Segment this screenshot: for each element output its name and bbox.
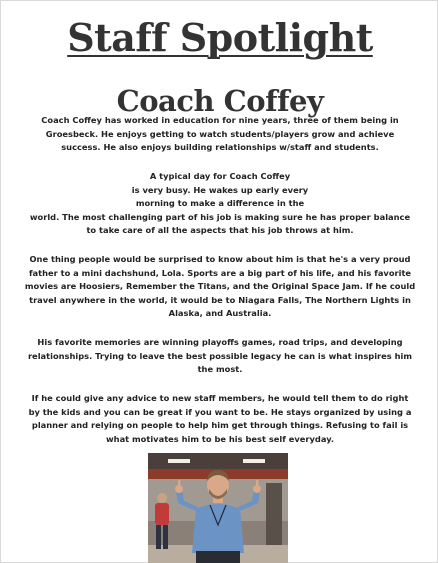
coach-photo-illustration <box>148 453 288 563</box>
text-line: If he could give any advice to new staff members, he would tell them to do right <box>31 393 409 403</box>
paragraph-fun-facts <box>13 253 427 321</box>
text-line: travel anywhere in the world, it would be to Niagara Falls, The Northern Lights in <box>29 294 411 305</box>
paragraph-advice <box>13 392 427 446</box>
text-line: morning to make a difference in the <box>135 198 305 208</box>
text-line: Alaska, and Australia. <box>168 308 272 318</box>
text-line: Groesbeck. He enjoys getting to watch students/players grow and achieve <box>45 128 395 139</box>
text-line: One thing people would be surprised to know about him is that he's a very proud <box>29 254 411 264</box>
text-line: is very busy. He wakes up early every <box>131 184 309 195</box>
paragraph-intro <box>13 114 427 155</box>
text-line: His favorite memories are winning playoffs games, road trips, and developing <box>37 337 403 347</box>
text-line: what motivates him to be his best self everyday. <box>106 433 334 444</box>
text-line: relationships. Trying to leave the best possible legacy he can is what inspires him <box>27 350 413 361</box>
text-line: success. He also enjoys building relationships w/staff and students. <box>61 142 379 152</box>
text-line: the most. <box>197 364 243 374</box>
page-title: Staff Spotlight <box>67 15 373 60</box>
text-line: father to a mini dachshund, Lola. Sports are a big part of his life, and his favorite <box>28 267 412 278</box>
page-subtitle: Coach Coffey <box>116 84 324 118</box>
text-line: A typical day for Coach Coffey <box>149 171 291 181</box>
text-line: Coach Coffey has worked in education for nine years, three of them being in <box>41 115 399 125</box>
text-line: world. The most challenging part of his job is making sure he has proper balance <box>29 211 411 222</box>
text-line: to take care of all the aspects that his job throws at him. <box>86 225 354 235</box>
text-line: by the kids and you can be great if you want to be. He stays organized by using a <box>28 406 412 417</box>
coach-photo <box>148 453 288 563</box>
paragraph-typical-day <box>13 170 427 238</box>
paragraph-memories <box>13 336 427 377</box>
text-line: movies are Hoosiers, Remember the Titans, and the Original Space Jam. If he could <box>24 281 416 291</box>
text-line: planner and relying on people to help him get through things. Refusing to fail is <box>31 420 409 430</box>
